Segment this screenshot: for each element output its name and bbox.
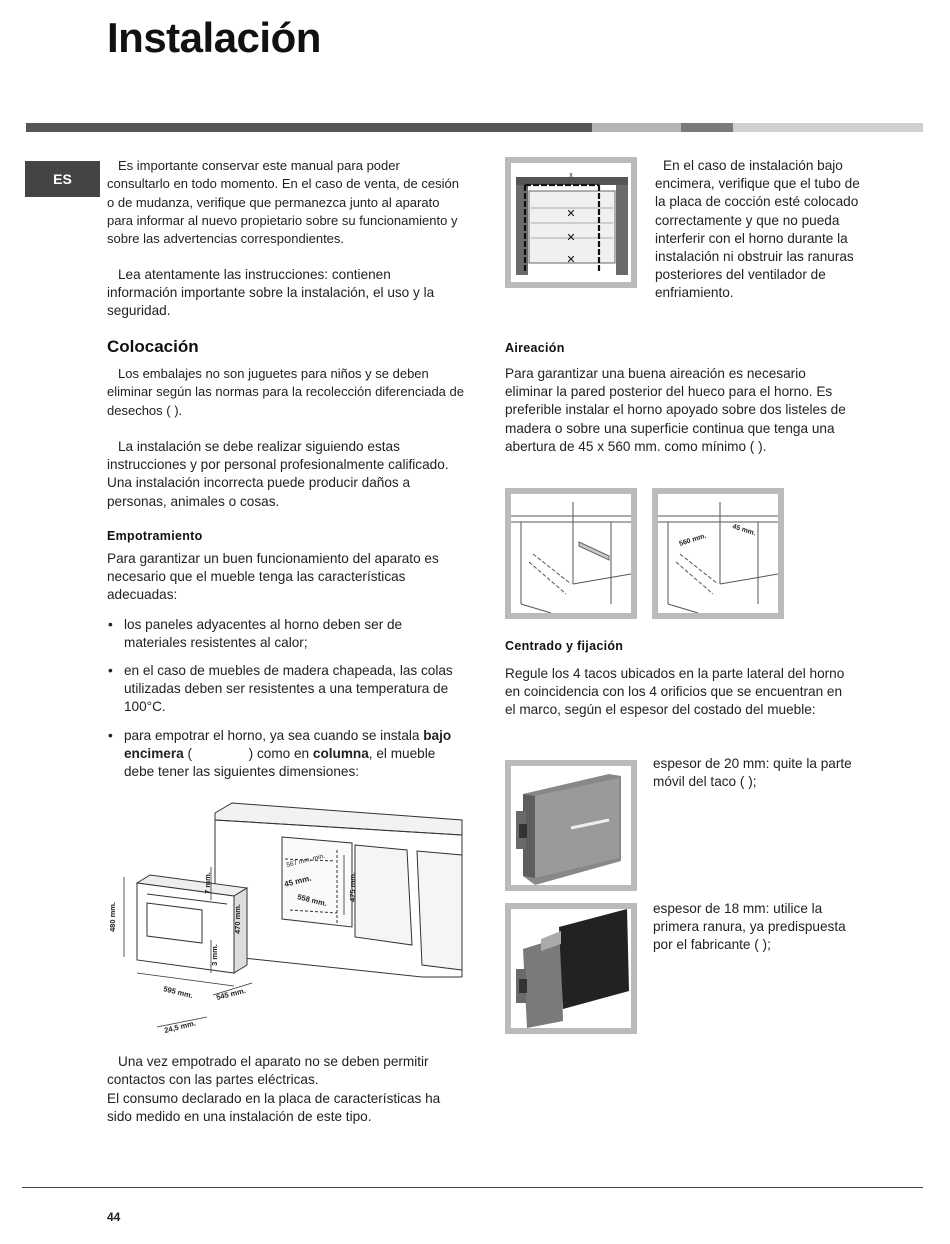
undercounter-illustration — [511, 163, 631, 282]
header-bar-dark — [26, 123, 592, 132]
marker-label: ✕ — [566, 232, 576, 244]
ventilation-illustration — [511, 494, 631, 613]
section-title-aireacion: Aireación — [505, 341, 565, 355]
fixing-figure-2 — [505, 903, 637, 1034]
undercounter-figure — [505, 157, 637, 288]
ventilation-figure-1 — [505, 488, 637, 619]
fixing-illustration — [511, 909, 631, 1028]
dim-label: 470 mm. — [233, 903, 242, 935]
header-bar-light — [592, 123, 681, 132]
colocacion-paragraph-2: La instalación se debe realizar siguiendo estas instrucciones y por personal profesionalmente calificado. Una instalación incorrecta puede producir daños a personas, animales o cosas. — [107, 439, 449, 509]
header-bar-pale — [733, 123, 923, 132]
ventilation-illustration — [658, 494, 778, 613]
header-bar-mid — [681, 123, 733, 132]
list-text-segment: , el mueble debe tener las siguientes dimensiones: — [124, 746, 440, 780]
list-item-text: en el caso de muebles de madera chapeada, las colas utilizadas deben ser resistentes a una temperatura de 100°C. — [124, 663, 453, 715]
encimera-paragraph: En el caso de instalación bajo encimera, verifique que el tubo de la placa de cocción esté colocado correctamente y que no pueda interferir con el horno durante la instalación ni obstruir las ranuras posteriores del ventilador de enfriamiento. — [655, 158, 860, 301]
fixing-18mm-text: espesor de 18 mm: utilice la primera ranura, ya predispuesta por el fabricante ( ); — [653, 901, 846, 953]
footer-divider — [22, 1187, 923, 1188]
list-item-text: los paneles adyacentes al horno deben ser de materiales resistentes al calor; — [124, 617, 403, 651]
bullet-dot: • — [108, 728, 113, 743]
language-tab: ES — [25, 161, 100, 197]
section-title-colocacion: Colocación — [107, 337, 199, 356]
closing-paragraph-2: El consumo declarado en la placa de características ha sido medido en una instalación de este tipo. — [107, 1091, 441, 1125]
colocacion-paragraph-1: Los embalajes no son juguetes para niños y se deben eliminar según las normas para la recolección diferenciada de desechos ( ). — [107, 366, 464, 418]
dim-label: 480 mm. — [108, 901, 117, 933]
aireacion-paragraph: Para garantizar una buena aireación es necesario eliminar la pared posterior del hueco para el horno. Es preferible instalar el horno apoyado sobre dos listeles de madera o sobre una superficie continua que tenga una abertura de 45 x 560 mm. como mínimo ( ). — [505, 366, 846, 454]
dim-label: 595 mm. — [162, 984, 194, 1001]
list-text-segment: para empotrar el horno, ya sea cuando se instala — [124, 728, 424, 743]
oven-drawing — [137, 875, 247, 973]
section-title-centrado: Centrado y fijación — [505, 639, 624, 653]
closing-paragraph-1: Una vez empotrado el aparato no se deben permitir contactos con las partes eléctricas. — [107, 1054, 429, 1088]
dim-label: 545 mm. — [215, 985, 247, 1002]
fixing-illustration — [511, 766, 631, 885]
intro-paragraph-2: Lea atentamente las instrucciones: contienen información importante sobre la instalación, el uso y la seguridad. — [107, 267, 435, 319]
bullet-dot: • — [108, 617, 113, 632]
bullet-dot: • — [108, 663, 113, 678]
page-number: 44 — [107, 1210, 121, 1224]
fixing-figure-1 — [505, 760, 637, 891]
dim-label: 45 mm. — [731, 523, 757, 538]
fixing-20mm-text: espesor de 20 mm: quite la parte móvil del taco ( ); — [653, 756, 852, 790]
dim-label: 7 mm. — [203, 872, 212, 894]
page-title: Instalación — [107, 14, 321, 61]
dim-label: 3 mm. — [210, 944, 219, 966]
emphasis-columna: columna — [312, 746, 369, 762]
dim-label: 558 mm. — [296, 892, 328, 909]
marker-label: ✕ — [566, 208, 576, 220]
ventilation-figure-2 — [652, 488, 784, 619]
list-text-segment: ( ) como en — [183, 746, 313, 762]
intro-paragraph-1: Es importante conservar este manual para poder consultarlo en todo momento. En el caso de venta, de cesión o de mudanza, verifique que permanezca junto al aparato para informar al nuevo propietario sobre su funcionamiento y sobre las advertencias correspondientes. — [107, 158, 459, 247]
dim-label: 45 mm. — [283, 873, 313, 889]
dim-label: 24,5 mm. — [163, 1018, 197, 1035]
list-item-text — [124, 727, 464, 782]
dim-label: 475 mm. — [348, 871, 357, 903]
centrado-paragraph: Regule los 4 tacos ubicados en la parte lateral del horno en coincidencia con los 4 orificios que se encuentran en el marco, según el espesor del costado del mueble: — [505, 666, 845, 718]
marker-label: x — [569, 172, 573, 179]
section-title-empotramiento: Empotramiento — [107, 529, 203, 543]
marker-label: ✕ — [566, 254, 576, 266]
dim-label: 567 mm. min. — [285, 852, 326, 869]
emphasis-bajo-encimera: bajo encimera — [124, 728, 455, 762]
empotramiento-paragraph: Para garantizar un buen funcionamiento del aparato es necesario que el mueble tenga las características adecuadas: — [107, 551, 439, 603]
oven-dimension-diagram — [107, 795, 467, 1040]
dim-label: 560 mm. — [678, 532, 708, 548]
cabinet-drawing — [215, 803, 462, 977]
